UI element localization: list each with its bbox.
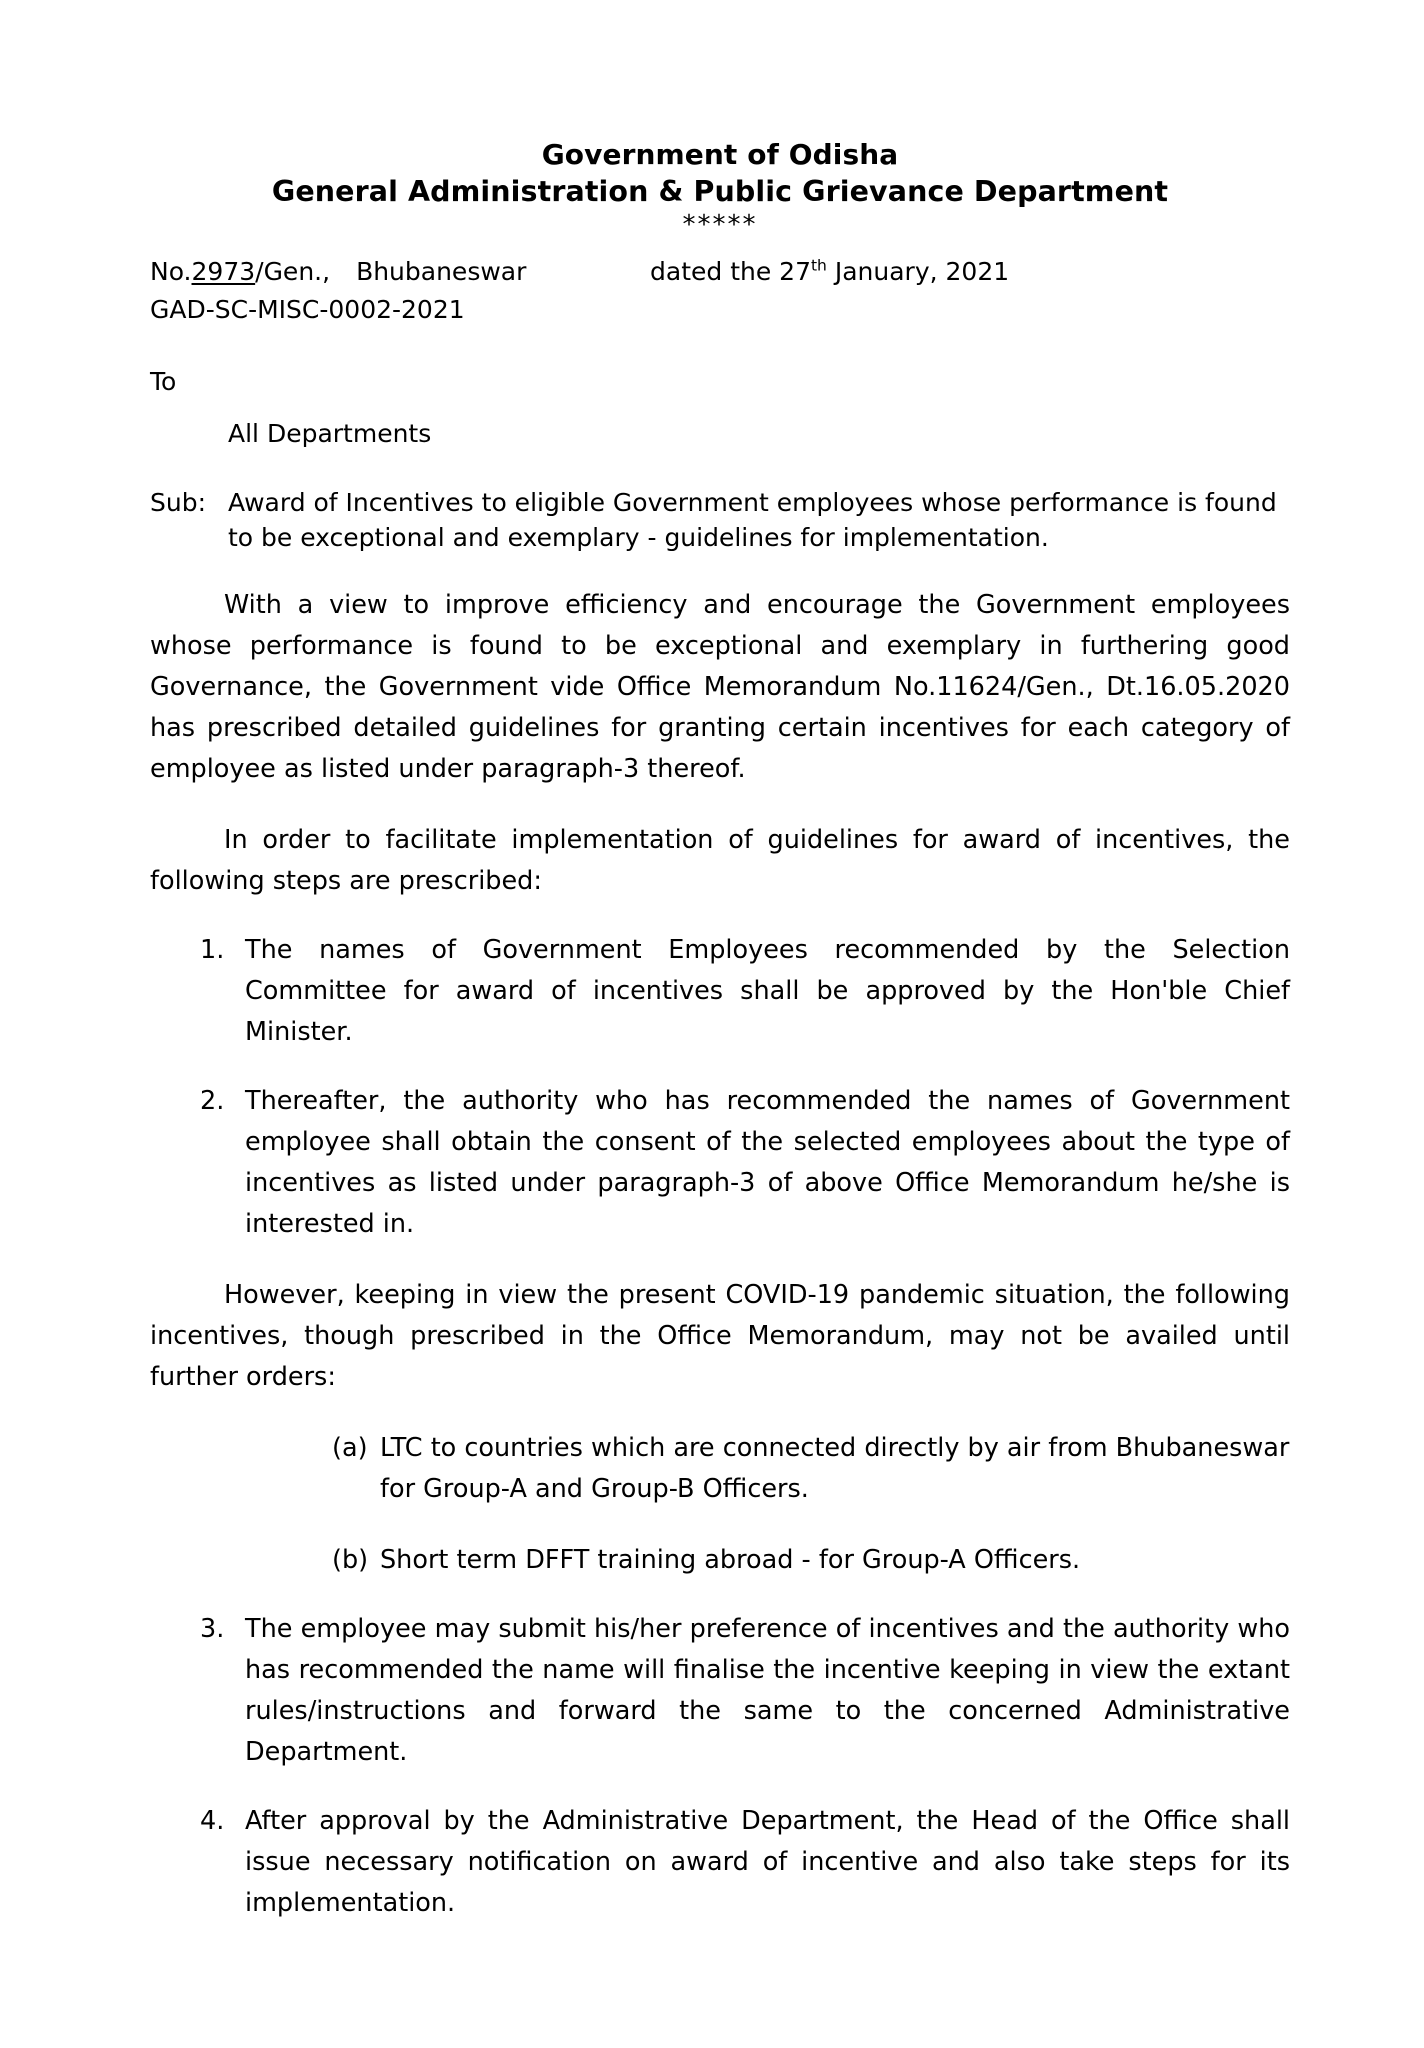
excluded-incentives-list [150,1428,1290,1581]
steps-list-bottom [150,1609,1290,1924]
department-name: General Administration & Public Grievance Department [271,175,1169,208]
addressee: All Departments [228,419,432,448]
file-number: GAD-SC-MISC-0002-2021 [150,295,465,324]
issue-place: Bhubaneswar [356,257,527,286]
list-marker: 3. [200,1614,225,1644]
list-marker: 1. [200,935,225,965]
reference-line [150,253,1290,291]
steps-lead-paragraph: In order to facilitate implementation of guidelines for award of incentives, the following steps are prescribed: [150,825,1290,896]
steps-list-top [150,930,1290,1245]
list-item [150,1081,1290,1245]
star-separator: ***** [682,210,758,240]
list-item-text: Short term DFFT training abroad - for Group-A Officers. [380,1545,1081,1575]
issue-date-suffix: January, 2021 [826,257,1010,286]
subject-label: Sub: [150,488,207,517]
covid-paragraph: However, keeping in view the present COVID-19 pandemic situation, the following incentives, though prescribed in the Office Memorandum, may not be availed until further orders: [150,1280,1290,1392]
list-item-text: LTC to countries which are connected directly by air from Bhubaneswar for Group-A and Group-B Officers. [380,1433,1290,1504]
list-item [150,1801,1290,1924]
list-item-text: Thereafter, the authority who has recommended the names of Government employee shall obtain the consent of the selected employees about the type of incentives as listed under paragraph-3 of above Office Memorandum he/she is interested in. [245,1086,1290,1239]
memo-number-label: No. [150,257,192,286]
memo-number-suffix: /Gen., [255,257,331,286]
intro-paragraph: With a view to improve efficiency and encourage the Government employees whose performance is found to be exceptional and exemplary in furthering good Governance, the Government vide Office Memorandum No.11624/Gen., Dt.16.05.2020 has prescribed detailed guidelines for granting certain incentives for each category of employee as listed under paragraph-3 thereof. [150,590,1290,784]
reference-block [150,253,1290,329]
list-item-text: The employee may submit his/her preference of incentives and the authority who has recommended the name will finalise the incentive keeping in view the extant rules/instructions and forward the same to the concerned Administrative Department. [245,1614,1290,1767]
list-marker: 4. [200,1806,225,1836]
government-name: Government of Odisha [541,138,899,171]
document-body [150,0,1290,1924]
issue-date-ordinal: th [810,256,827,275]
memo-number-value: 2973 [191,257,256,286]
subject-row [150,485,1290,555]
list-marker: (a) [332,1433,368,1463]
to-label: To [150,367,177,396]
list-item-text: After approval by the Administrative Department, the Head of the Office shall issue necessary notification on award of incentive and also take steps for its implementation. [245,1806,1290,1918]
list-item [150,1609,1290,1773]
issue-date-prefix: dated the 27 [650,257,811,286]
list-item [150,930,1290,1053]
document-header [150,136,1290,239]
list-item [332,1428,1290,1510]
issue-date [650,253,1009,291]
list-item [332,1540,1290,1581]
list-marker: 2. [200,1086,225,1116]
subject-text: Award of Incentives to eligible Government employees whose performance is found to be exceptional and exemplary - guidelines for implementation. [228,488,1277,552]
list-item-text: The names of Government Employees recommended by the Selection Committee for award of incentives shall be approved by the Hon'ble Chief Minister. [245,935,1290,1047]
list-marker: (b) [332,1545,369,1575]
